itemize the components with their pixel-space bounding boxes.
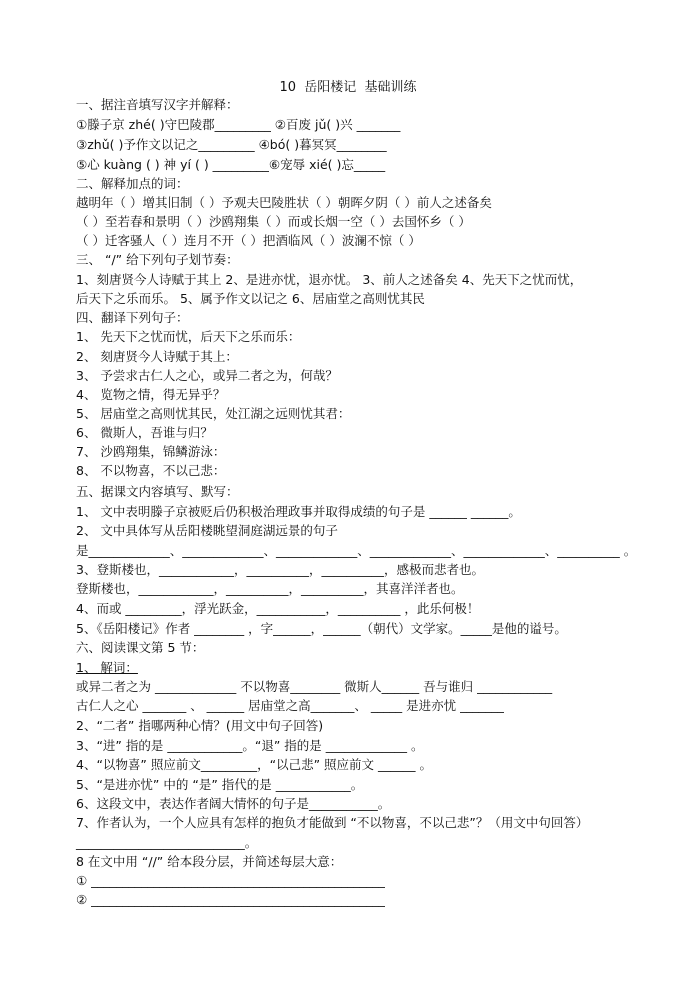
section-5-line-5: 登斯楼也，____________，__________，__________，其喜洋洋者也。 [76, 581, 464, 596]
question-6: 6、这段文中，表达作者阔大情怀的句子是___________。 [76, 796, 391, 811]
question-1-row-a: 或异二者之为 _____________ 不以物喜________ 微斯人______ 吾与谁归 ____________ [76, 679, 553, 694]
section-5-line-3: 是_____________、_____________、_____________、_____________、_____________、__________ 。 [76, 543, 637, 558]
question-7: 7、作者认为，一个人应具有怎样的抱负才能做到 “不以物喜，不以己悲”？（用文中句回答） [76, 815, 589, 830]
question-1: 1、 解词： [76, 660, 138, 675]
section-3-line-1: 1、刻唐贤今人诗赋于其上 2、是进亦忧，退亦忧。 3、前人之述备矣 4、先天下之忧而忧， [76, 272, 583, 287]
section-1-heading: 一、据注音填写汉字并解释： [76, 97, 239, 112]
question-2: 2、“二者” 指哪两种心情？(用文中句子回答) [76, 718, 324, 733]
section-2-line-2: （ ）至若春和景明（ ）沙鸥翔集（ ）而或长烟一空（ ）去国怀乡（ ） [76, 214, 471, 229]
translate-item-6: 6、 微斯人，吾谁与归？ [76, 425, 213, 440]
translate-item-4: 4、 览物之情，得无异乎？ [76, 387, 226, 402]
question-5: 5、“是进亦忧” 中的 “是” 指代的是 ____________。 [76, 777, 364, 792]
section-5-line-7: 5、《岳阳楼记》作者 ________ ，字______，______（朝代）文学家。_____是他的谥号。 [76, 621, 567, 636]
section-2-line-1: 越明年（ ）增其旧制（ ）予观夫巴陵胜状（ ）朝晖夕阴（ ）前人之述备矣 [76, 195, 492, 210]
section-3-line-2: 后天下之乐而乐。 5、属予作文以记之 6、居庙堂之高则忧其民 [76, 291, 425, 306]
translate-item-5: 5、 居庙堂之高则忧其民，处江湖之远则忧其君： [76, 406, 351, 421]
question-3: 3、“进” 指的是 ____________。“退” 指的是 _____________ 。 [76, 738, 424, 753]
section-5-line-4: 3、登斯楼也，____________，__________，__________，感极而悲者也。 [76, 562, 484, 577]
translate-item-2: 2、 刻唐贤今人诗赋于其上： [76, 349, 238, 364]
section-1-line-3: ⑤心 kuàng ( ) 神 yí ( ) _________⑥宠辱 xié( )忘_____ [76, 157, 386, 172]
section-4-heading: 四、翻译下列句子： [76, 310, 189, 325]
translate-item-3: 3、 予尝求古仁人之心，或异二者之为，何哉？ [76, 368, 338, 383]
section-5-line-6: 4、而或 _________，浮光跃金，___________，__________ ，此乐何极！ [76, 601, 480, 616]
question-8-layer-1: ① _______________________________________________ [76, 873, 385, 888]
section-1-line-1: ①滕子京 zhé( )守巴陵郡_________ ②百废 jǔ( )兴 _______ [76, 117, 401, 132]
section-1-line-2: ③zhǔ( )予作文以记之_________ ④bó( )暮冥冥________ [76, 137, 387, 152]
section-5-line-2: 2、 文中具体写从岳阳楼眺望洞庭湖远景的句子 [76, 523, 338, 538]
translate-item-7: 7、 沙鸥翔集，锦鳞游泳： [76, 444, 226, 459]
section-2-line-3: （ ）迁客骚人（ ）连月不开（ ）把酒临风（ ）波澜不惊（ ） [76, 233, 421, 248]
question-8: 8 在文中用 “//” 给本段分层，并简述每层大意： [76, 854, 343, 869]
section-5-heading: 五、据课文内容填写、默写： [76, 484, 239, 499]
question-7-answer: ___________________________。 [76, 835, 258, 850]
question-1-row-b: 古仁人之心 _______ 、 ______ 居庙堂之高_______、 _____ 是进亦忧 _______ [76, 698, 504, 713]
section-3-heading: 三、 “/” 给下列句子划节奏： [76, 252, 239, 267]
translate-item-1: 1、 先天下之忧而忧，后天下之乐而乐： [76, 329, 301, 344]
worksheet-title: 10 岳阳楼记 基础训练 [279, 80, 417, 95]
section-5-line-1: 1、 文中表明滕子京被贬后仍积极治理政事并取得成绩的句子是 ______ ______。 [76, 504, 521, 519]
section-6-heading: 六、阅读课文第 5 节： [76, 640, 205, 655]
translate-item-8: 8、 不以物喜，不以己悲： [76, 463, 226, 478]
question-4: 4、“以物喜” 照应前文_________，“以己悲” 照应前文 ______ 。 [76, 757, 433, 772]
section-2-heading: 二、解释加点的词： [76, 176, 189, 191]
question-8-layer-2: ② _______________________________________________ [76, 892, 385, 907]
